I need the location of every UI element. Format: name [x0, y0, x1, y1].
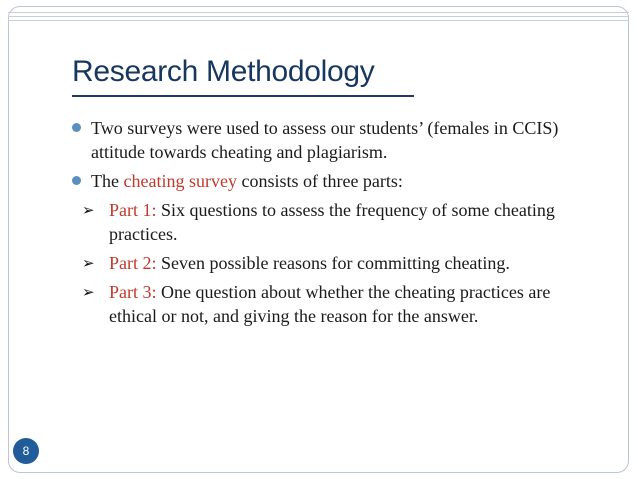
title-underline [72, 95, 414, 97]
top-rule-1 [8, 12, 629, 13]
slide-body [72, 116, 592, 333]
part-text: One question about whether the cheating practices are ethical or not, and giving the reason for the answer. [109, 282, 551, 326]
arrow-bullet-icon: ➢ [82, 254, 95, 272]
bullet-text-post: consists of three parts: [236, 171, 403, 191]
top-rule-2 [8, 16, 629, 17]
top-rule-3 [8, 20, 629, 21]
part-text: Seven possible reasons for committing cheating. [156, 253, 510, 273]
bullet-item [72, 116, 592, 164]
cheating-survey-highlight: cheating survey [123, 171, 237, 191]
slide-title: Research Methodology [72, 55, 375, 88]
circle-bullet-icon [72, 176, 81, 185]
part-label: Part 1: [109, 200, 157, 220]
bullet-text-pre: The [91, 171, 124, 191]
sub-bullet-item [82, 198, 592, 246]
part-label: Part 3: [109, 282, 157, 302]
page-number-badge: 8 [13, 438, 39, 464]
part-label: Part 2: [109, 253, 157, 273]
sub-bullet-item [82, 280, 592, 328]
circle-bullet-icon [72, 123, 81, 132]
arrow-bullet-icon: ➢ [82, 201, 95, 219]
sub-bullet-item [82, 251, 592, 275]
part-text: Six questions to assess the frequency of some cheating practices. [109, 200, 555, 244]
bullet-item [72, 169, 592, 193]
arrow-bullet-icon: ➢ [82, 283, 95, 301]
bullet-text: Two surveys were used to assess our students’ (females in CCIS) attitude towards cheating and plagiarism. [91, 118, 559, 162]
